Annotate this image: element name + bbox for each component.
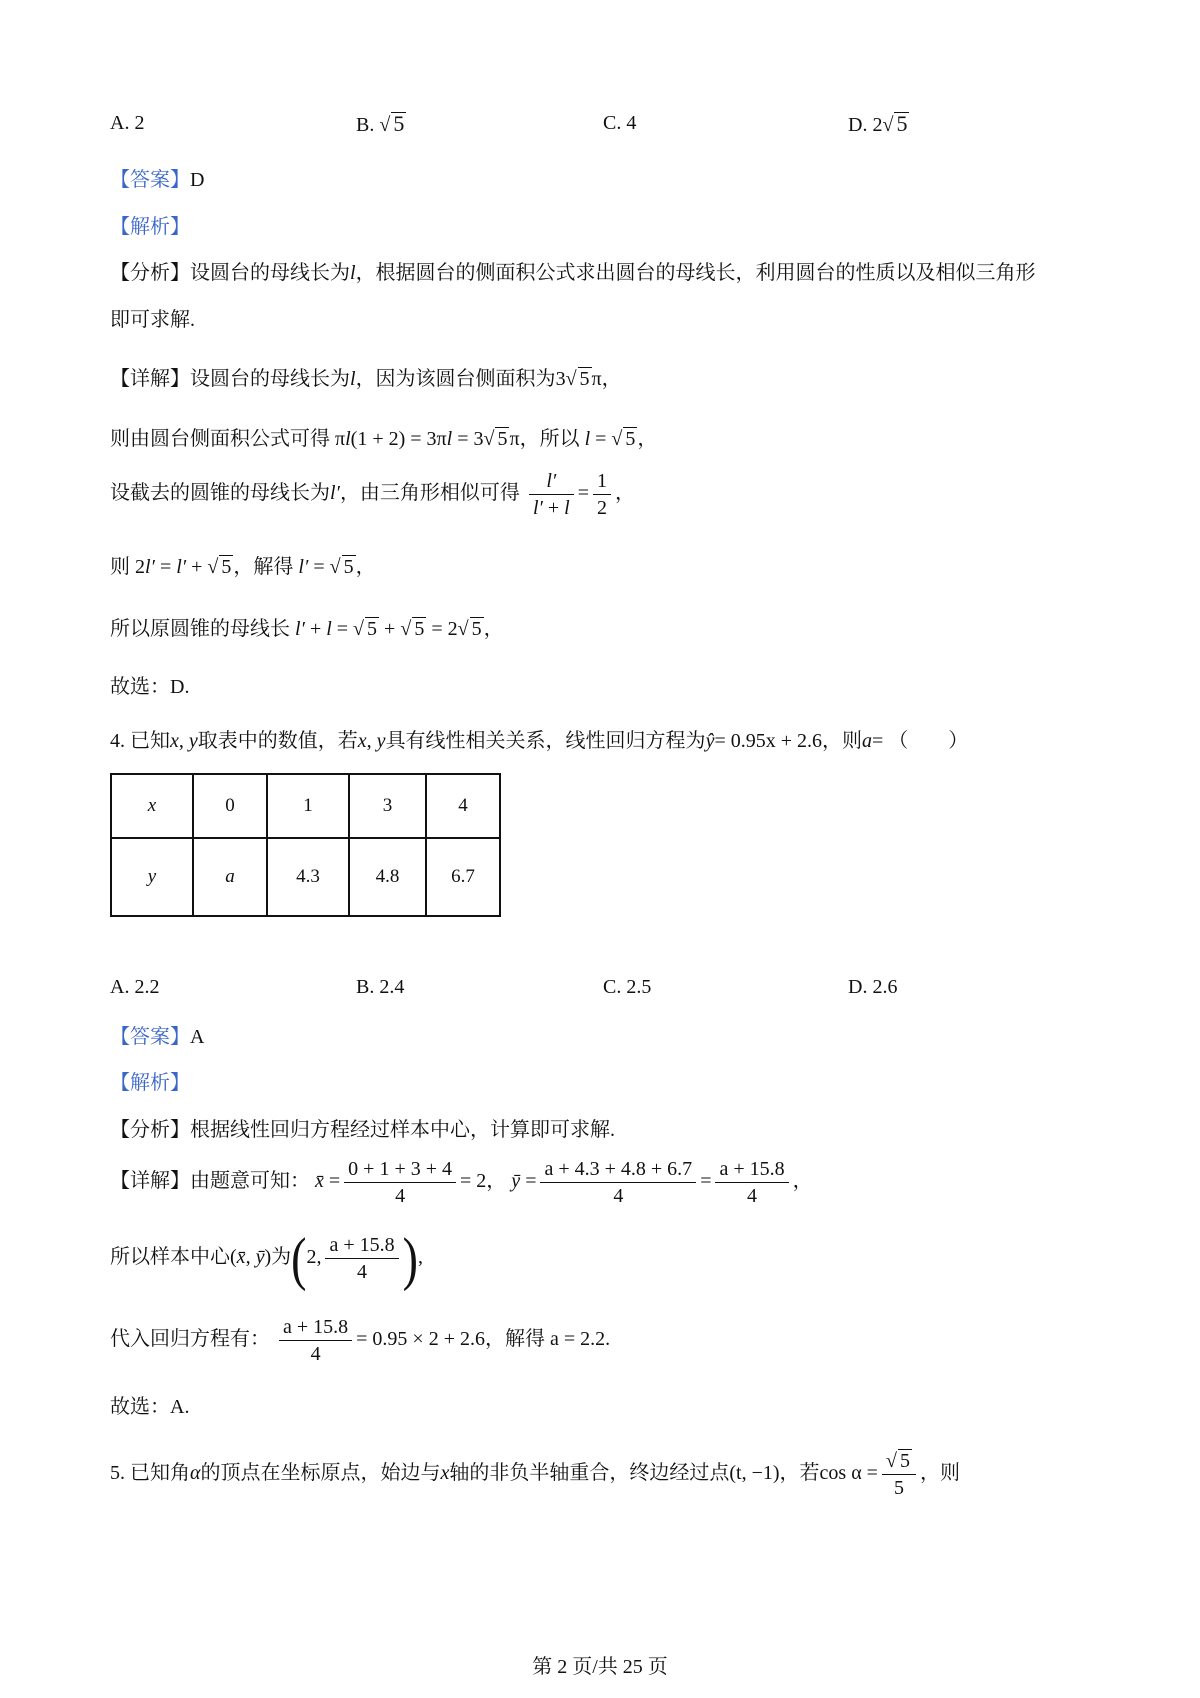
q4-xiangjie-line2: 所以样本中心(x̄, ȳ)为(2, $\frac{a + 15.8}{4}$ ), — [110, 1224, 423, 1291]
table-cell: x — [111, 774, 193, 838]
text: 由题意可知： — [190, 1170, 310, 1193]
point: (t, −1) — [729, 1462, 780, 1485]
xiangjie-tag: 【详解】 — [110, 1170, 190, 1193]
text: ，则 — [822, 730, 863, 752]
coef: 2 — [872, 114, 883, 136]
fenxi-tag: 【分析】 — [110, 1119, 190, 1141]
text: 取表中的数值，若 — [197, 730, 358, 752]
option-label: B. — [356, 114, 375, 136]
text: ，若 — [779, 1462, 820, 1485]
xiangjie-tag: 【详解】 — [110, 368, 190, 390]
text: 为 — [271, 1246, 292, 1269]
q3-xiangjie-line1: 【详解】设圆台的母线长为l，因为该圆台侧面积为3√ 5 π， — [110, 368, 622, 390]
answer-tag: 【答案】 — [110, 169, 190, 191]
text: 设圆台的母线长为 — [190, 262, 350, 284]
fraction: $\frac{a + 15.8}{4}$ — [715, 1156, 788, 1209]
text: ，所以 — [519, 428, 580, 450]
q3-fenxi-line2: 即可求解. — [110, 309, 195, 331]
q5-stem: 5. 已知角α的顶点在坐标原点，始边与x轴的非负半轴重合，终边经过点(t, −1)，若cos α = $\frac{√ 5}{5}$ ，则 — [110, 1450, 960, 1499]
text: ，因为该圆台侧面积为 — [355, 368, 556, 390]
table-cell: 4.3 — [267, 838, 349, 916]
table-cell: a — [193, 838, 267, 916]
q4-xiangjie-line3: 代入回归方程有： $\frac{a + 15.8}{4}$ = 0.95 × 2 + 2.6，解得 a = 2.2. — [110, 1316, 611, 1365]
text: 设截去的圆锥的母线长为 — [110, 482, 330, 505]
q3-xiangjie-line3: 设截去的圆锥的母线长为l′，由三角形相似可得 $\frac{l'}{l' + l}$ = $\frac{1}{2}$ ， — [110, 470, 635, 519]
table-row — [111, 774, 500, 838]
q3-option-c: C. 4 — [603, 112, 637, 134]
sqrt-radicand: 5 — [393, 111, 405, 136]
regression-equation: = 0.95x + 2.6 — [714, 730, 823, 752]
q4-conclusion: 故选：A. — [110, 1396, 190, 1418]
text: 所以样本中心 — [110, 1246, 230, 1269]
text: 轴的非负半轴重合，终边经过点 — [449, 1462, 730, 1485]
table-row — [111, 838, 500, 916]
text: 具有线性相关关系，线性回归方程为 — [385, 730, 706, 752]
q3-xiangjie-line4: 则 2l′ = l′ + √ 5 ，解得 l′ = √ 5 ， — [110, 556, 376, 578]
q3-answer — [110, 165, 204, 195]
fraction: $\frac{1}{2}$ — [593, 468, 611, 521]
q4-option-b: B. 2.4 — [356, 976, 405, 998]
text: ，由三角形相似可得 — [339, 482, 520, 505]
q3-option-b: B. √ 5 — [356, 111, 405, 136]
text: 的顶点在坐标原点，始边与 — [200, 1462, 441, 1485]
answer-value: D — [190, 169, 205, 191]
text: 4. 已知 — [110, 730, 170, 752]
text: = （ ） — [872, 730, 969, 752]
fraction: $\frac{a + 15.8}{4}$ — [279, 1314, 352, 1367]
text: ，解得 — [233, 556, 294, 578]
q4-fenxi — [110, 1115, 615, 1145]
answer-tag: 【答案】 — [110, 1026, 190, 1048]
q3-fenxi-line1: 【分析】设圆台的母线长为l，根据圆台的侧面积公式求出圆台的母线长，利用圆台的性质以及相似三角形 — [110, 262, 1036, 284]
q4-data-table — [110, 773, 501, 917]
text: 代入回归方程有： — [110, 1328, 270, 1351]
text: 则 — [110, 556, 130, 578]
q3-conclusion: 故选：D. — [110, 676, 190, 698]
text: 所以原圆锥的母线长 — [110, 618, 290, 640]
text: ，解得 — [485, 1328, 545, 1351]
answer-value: A — [190, 1026, 205, 1048]
q4-stem: 4. 已知x, y取表中的数值，若x, y具有线性相关关系，线性回归方程为ŷ= 0.95x + 2.6，则a= （ ） — [110, 730, 969, 752]
fraction: $\frac{√ 5}{5}$ — [882, 1448, 916, 1501]
q3-option-d: D. 2√ 5 — [848, 111, 908, 136]
page-footer: 第 2 页/共 25 页 — [532, 1656, 668, 1678]
q4-option-d: D. 2.6 — [848, 976, 898, 998]
text: ，则 — [919, 1462, 960, 1485]
q3-xiangjie-line2: 则由圆台侧面积公式可得 πl(1 + 2) = 3πl = 3√ 5 π，所以 l = √ 5 ， — [110, 428, 658, 450]
table-cell: 1 — [267, 774, 349, 838]
result: a = 2.2 — [550, 1328, 606, 1351]
q3-option-a: A. 2 — [110, 112, 145, 134]
q4-option-a: A. 2.2 — [110, 976, 160, 998]
q4-xiangjie-line1: 【详解】由题意可知： x̄ = $\frac{0 + 1 + 3 + 4}{4}$ = 2， ȳ = $\frac{a + 4.3 + 4.8 + 6.7}{4}$ = $\frac{a + 15.8}{4}$ ， — [110, 1158, 813, 1207]
q3-analysis-tag: 【解析】 — [110, 216, 190, 238]
text: 则由圆台侧面积公式可得 — [110, 428, 330, 450]
table-cell: 3 — [349, 774, 426, 838]
q3-xiangjie-line5: 所以原圆锥的母线长 l′ + l = √ 5 + √ 5 = 2√ 5 ， — [110, 618, 504, 640]
q4-answer — [110, 1022, 204, 1052]
table-cell: 0 — [193, 774, 267, 838]
fraction: $\frac{a + 4.3 + 4.8 + 6.7}{4}$ — [540, 1156, 696, 1209]
table-cell: 4 — [426, 774, 500, 838]
q4-analysis-tag: 【解析】 — [110, 1072, 190, 1094]
sqrt-radicand: 5 — [896, 111, 908, 136]
q4-option-c: C. 2.5 — [603, 976, 652, 998]
text: ，根据圆台的侧面积公式求出圆台的母线长，利用圆台的性质以及相似三角形 — [355, 262, 1036, 284]
table-cell: 6.7 — [426, 838, 500, 916]
text: 设圆台的母线长为 — [190, 368, 350, 390]
text: 根据线性回归方程经过样本中心，计算即可求解. — [190, 1119, 615, 1141]
text: 5. 已知角 — [110, 1462, 190, 1485]
table-cell: 4.8 — [349, 838, 426, 916]
fraction: $\frac{0 + 1 + 3 + 4}{4}$ — [344, 1156, 456, 1209]
fraction: $\frac{a + 15.8}{4}$ — [325, 1232, 398, 1285]
fenxi-tag: 【分析】 — [110, 262, 190, 284]
table-cell: y — [111, 838, 193, 916]
fraction: $\frac{l'}{l' + l}$ — [529, 468, 574, 521]
option-label: D. — [848, 114, 868, 136]
